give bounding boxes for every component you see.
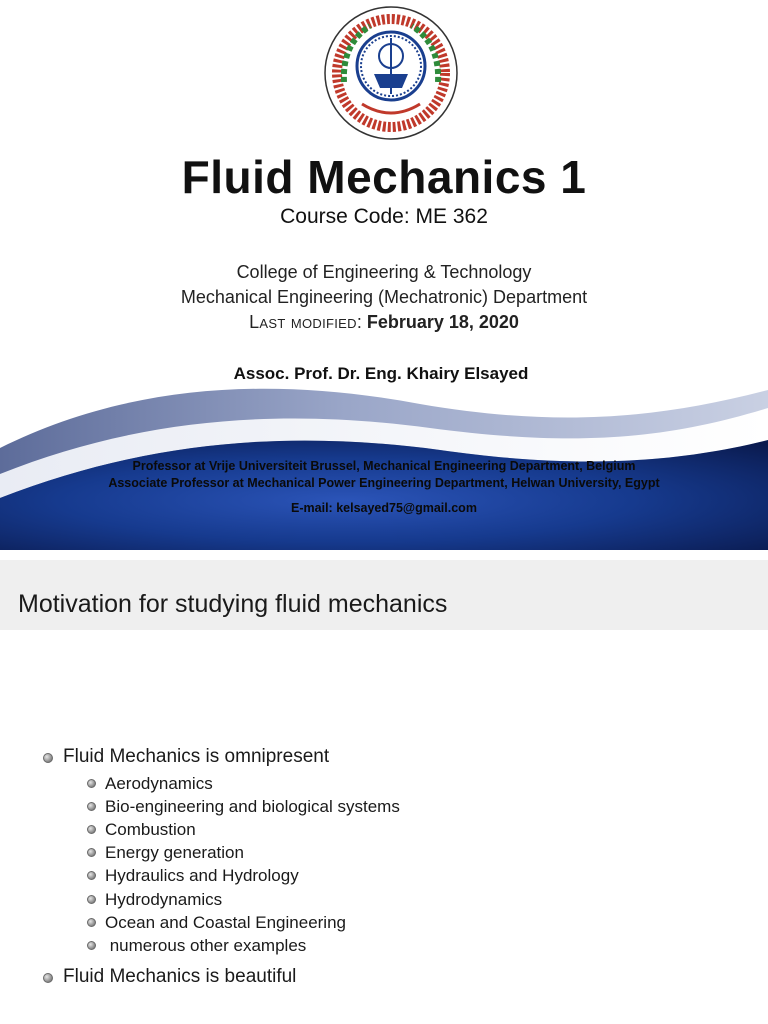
bullet-item: Fluid Mechanics is omnipresent	[63, 746, 330, 767]
university-logo	[322, 4, 460, 142]
bullet-dot-icon	[87, 918, 96, 927]
content-slide	[0, 560, 768, 1024]
bullet-dot-icon	[87, 895, 96, 904]
slide-header-bar	[0, 560, 768, 630]
department-name: Mechanical Engineering (Mechatronic) Department	[180, 287, 588, 307]
bullet-dot-icon	[87, 825, 96, 834]
sub-bullet-item: Combustion	[105, 820, 196, 839]
sub-bullet-item: Bio-engineering and biological systems	[105, 797, 400, 816]
bullet-dot-icon	[87, 848, 96, 857]
last-modified	[0, 312, 768, 333]
author-email: E-mail: kelsayed75@gmail.com	[291, 501, 477, 515]
bullet-dot-icon	[87, 941, 96, 950]
last-modified-date: February 18, 2020	[366, 312, 519, 332]
course-code: Course Code: ME 362	[280, 205, 488, 228]
affiliation-line-1: Professor at Vrije Universiteit Brussel, Mechanical Engineering Department, Belgium	[132, 459, 636, 473]
sub-bullet-item: Aerodynamics	[105, 774, 213, 793]
affiliation-line-2: Associate Professor at Mechanical Power Engineering Department, Helwan University, Egypt	[108, 476, 660, 490]
bullet-dot-icon	[87, 802, 96, 811]
sub-bullet-item: Hydraulics and Hydrology	[105, 866, 299, 885]
bullet-dot-icon	[43, 973, 53, 983]
bullet-dot-icon	[87, 779, 96, 788]
sub-bullet-item: Energy generation	[105, 843, 244, 862]
author-name: Assoc. Prof. Dr. Eng. Khairy Elsayed	[233, 364, 529, 383]
slide-title: Motivation for studying fluid mechanics	[18, 590, 448, 618]
sub-bullet-item: Hydrodynamics	[105, 890, 223, 909]
college-name: College of Engineering & Technology	[236, 262, 532, 282]
bullet-item: Fluid Mechanics is beautiful	[63, 966, 297, 987]
sub-bullet-item: Ocean and Coastal Engineering	[105, 913, 346, 932]
bullet-dot-icon	[87, 871, 96, 880]
sub-bullet-item: numerous other examples	[105, 936, 307, 955]
bullet-dot-icon	[43, 753, 53, 763]
last-modified-label: Last modified	[249, 312, 357, 332]
last-modified-separator: :	[356, 312, 367, 332]
presentation-title: Fluid Mechanics 1	[181, 151, 587, 203]
